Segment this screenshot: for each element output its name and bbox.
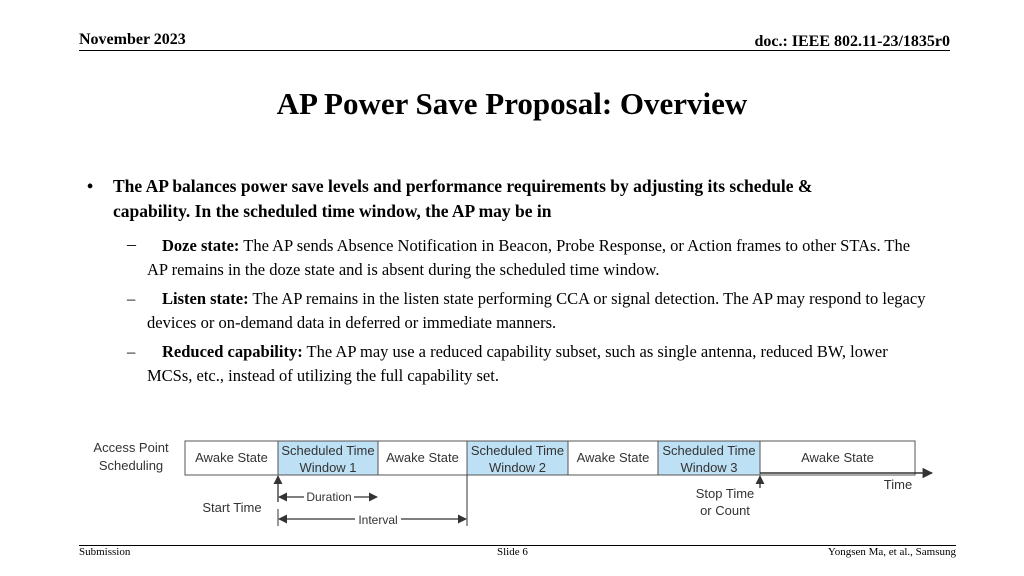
row-label-line2: Scheduling [98, 458, 164, 473]
sub-item-text: The AP remains in the listen state performing CCA or signal detection. The AP may respond to legacy devices or on-demand data in deferred or immediate manners. [147, 289, 926, 332]
duration-label: Duration [306, 490, 352, 504]
bullet-marker: • [87, 176, 94, 196]
stop-label-line2: or Count [700, 503, 750, 518]
schedule-diagram [0, 430, 1024, 540]
header-divider [79, 50, 950, 51]
segment-label: Awake State [386, 450, 459, 465]
segment-label: Scheduled Time [662, 443, 756, 458]
segment-label: Awake State [195, 450, 268, 465]
sub-item-label: Doze state: [162, 236, 240, 255]
awake-state-segment [185, 441, 278, 475]
main-bullet-text: The AP balances power save levels and performance requirements by adjusting its schedule & capability. In the scheduled time window, the AP may be in [113, 176, 813, 221]
slide-title: AP Power Save Proposal: Overview [276, 86, 748, 121]
awake-state-segment [378, 441, 467, 475]
interval-label: Interval [358, 513, 398, 527]
sub-item-marker: – [127, 234, 136, 254]
sub-item-text: The AP sends Absence Notification in Beacon, Probe Response, or Action frames to other STAs. The AP remains in the doze state and is absent during the scheduled time window. [147, 236, 911, 279]
segment-label: Window 1 [299, 460, 357, 475]
segment-label: Awake State [801, 450, 874, 465]
row-label-line1: Access Point [93, 440, 169, 455]
segment-label: Window 2 [488, 460, 547, 475]
sub-item-reduced-capability [127, 340, 927, 388]
segment-label: Scheduled Time [470, 443, 565, 458]
sub-item-marker: – [127, 289, 136, 308]
sub-item-doze [127, 234, 927, 282]
header-doc-id: doc.: IEEE 802.11-23/1835r0 [754, 33, 950, 50]
segment-label: Scheduled Time [281, 443, 375, 458]
sub-item-marker: – [127, 342, 136, 361]
scheduled-window-segment [278, 441, 378, 475]
time-label: Time [883, 477, 913, 492]
sub-item-label: Listen state: [162, 289, 249, 308]
sub-item-label: Reduced capability: [162, 342, 303, 361]
scheduled-window-segment [658, 441, 760, 475]
scheduled-window-segment [467, 441, 568, 475]
footer-submission: Submission [79, 546, 131, 558]
footer-slide-number: Slide 6 [497, 546, 528, 558]
footer-authors: Yongsen Ma, et al., Samsung [827, 546, 956, 558]
sub-item-listen [127, 287, 927, 335]
segment-label: Window 3 [680, 460, 738, 475]
stop-label-line1: Stop Time [695, 486, 755, 501]
awake-state-segment [568, 441, 658, 475]
header-date: November 2023 [79, 31, 186, 48]
awake-state-segment [760, 441, 915, 475]
sub-item-text: The AP may use a reduced capability subset, such as single antenna, reduced BW, lower MCSs, etc., instead of utilizing the full capability set. [147, 342, 888, 385]
start-time-label: Start Time [202, 500, 262, 515]
segment-label: Awake State [576, 450, 650, 465]
